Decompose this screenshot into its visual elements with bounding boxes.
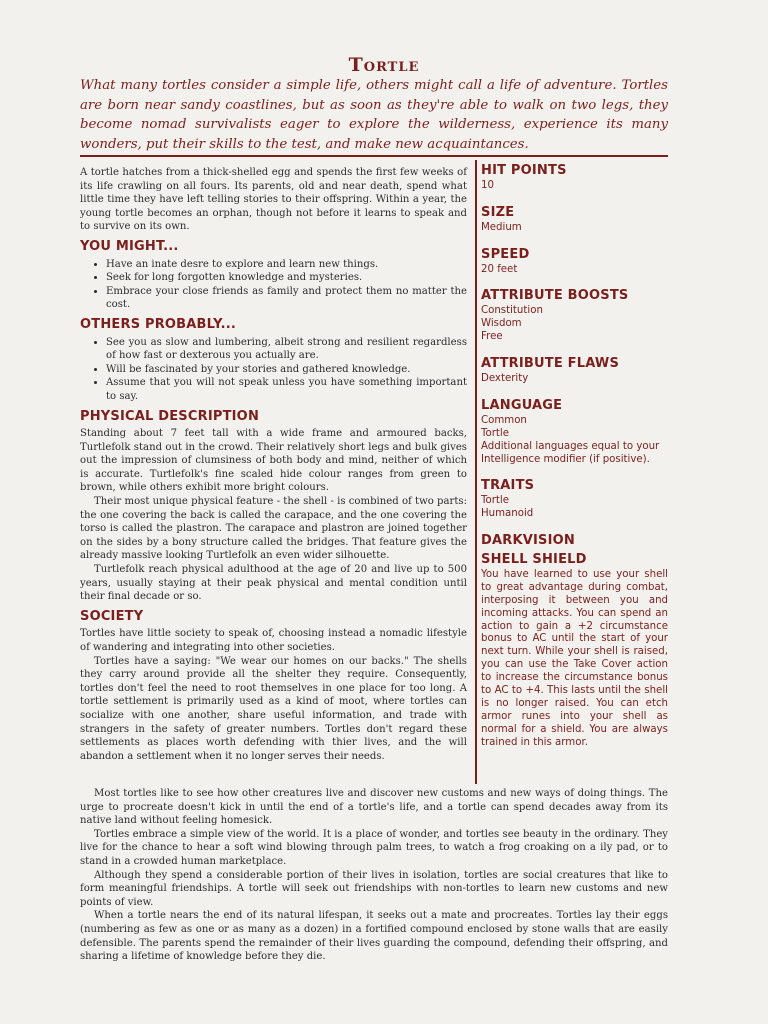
language-value: Common xyxy=(481,414,527,426)
attribute-flaws-block xyxy=(481,358,668,386)
header-divider xyxy=(80,155,668,157)
list-item: • Have an inate desre to explore and learn new things. xyxy=(106,258,467,272)
hit-points-value: 10 xyxy=(481,179,494,191)
hit-points-block xyxy=(481,165,668,193)
attribute-boosts-block xyxy=(481,290,668,344)
speed-block xyxy=(481,246,668,277)
physical-paragraph: Their most unique physical feature - the shell - is combined of two parts: the one covering the back is called the carapace, and the one covering the torso is called the plastron. The carapace and plastron are joined together on the sides by a bony structure called the bridges. That feature gives the already massive looking Turtlefolk an even wider silhouette. xyxy=(80,496,467,562)
trait-value: Tortle xyxy=(481,495,510,507)
body-paragraph: Most tortles like to see how other creatures live and discover new customs and new ways of doing things. The urge to procreate doesn't kick in until the end of a tortle's life, and a tortle can spend decades away from its native land without feeling homesick. xyxy=(80,788,668,827)
others-probably-heading: OTHERS PROBABLY... xyxy=(80,316,236,332)
abilities-block xyxy=(481,535,668,750)
main-column xyxy=(80,166,467,763)
size-block xyxy=(481,204,668,235)
traits-heading: TRAITS xyxy=(481,478,535,494)
list-item: • Assume that you will not speak unless you have something important to say. xyxy=(106,376,467,403)
trait-value: Humanoid xyxy=(481,508,534,520)
language-value: Additional languages equal to your Intelligence modifier (if positive). xyxy=(481,440,660,465)
hit-points-heading: HIT POINTS xyxy=(481,163,567,178)
body-paragraph: Tortles embrace a simple view of the world. It is a place of wonder, and tortles see beauty in the ordinary. They live for the chance to hear a soft wind blowing through palm trees, to watch a frog croaking on a ily pad, or to stand in a crowded human marketplace. xyxy=(80,828,668,867)
full-width-text xyxy=(80,787,668,964)
flaw-value: Dexterity xyxy=(481,372,529,384)
list-item: • Will be fascinated by your stories and gathered knowledge. xyxy=(106,363,467,377)
language-heading: LANGUAGE xyxy=(481,397,563,413)
society-paragraph: Tortles have little society to speak of, choosing instead a nomadic lifestyle of wandering and integrating into other societies. xyxy=(80,628,467,653)
body-paragraph: Although they spend a considerable portion of their lives in isolation, tortles are social creatures that like to form meaningful friendships. A tortle will seek out friendships with non-tortles to learn new customs and new points of view. xyxy=(80,869,668,908)
intro-text: What many tortles consider a simple life, others might call a life of adventure. Tortles are born near sandy coastlines, but as soon as they're able to walk on two legs, they become nomad survivalists eager to explore the wilderness, experience its many wonders, put their skills to the test, and make new acquaintances. xyxy=(80,78,668,152)
body-paragraph: When a tortle nears the end of its natural lifespan, it seeks out a mate and procreates. Tortles lay their eggs (numbering as few as one or as many as a dozen) in a fortified compound enclosed by stone walls that are easily defensible. The parents spend the remainder of their lives guarding the compound, defending their offspring, and sharing a lifetime of knowledge before they die. xyxy=(80,910,668,963)
column-divider xyxy=(475,160,477,784)
page-title: Tortle xyxy=(348,54,420,76)
shell-shield-text: You have learned to use your shell to great advantage during combat, interposing it between you and incoming attacks. You can spend an action to gain a +2 circumstance bonus to AC until the start of your next turn. While your shell is raised, you can use the Take Cover action to increase the circumstance bonus to AC to +4. This lasts until the shell is no longer raised. You can etch armor runes into your shell as normal for a shield. You are always trained in this armor. xyxy=(481,568,668,748)
list-item: • See you as slow and lumbering, albeit strong and resilient regardless of how fast or dexterous you actually are. xyxy=(106,336,467,363)
physical-paragraph: Turtlefolk reach physical adulthood at the age of 20 and live up to 500 years, usually staying at their peak physical and mental condition until their final decade or so. xyxy=(80,564,467,603)
attribute-boosts-heading: ATTRIBUTE BOOSTS xyxy=(481,288,629,304)
size-value: Medium xyxy=(481,221,522,233)
stat-sidebar xyxy=(481,165,668,750)
speed-heading: SPEED xyxy=(481,246,530,262)
list-item: • Seek for long forgotten knowledge and mysteries. xyxy=(106,271,467,285)
traits-block xyxy=(481,480,668,521)
language-value: Tortle xyxy=(481,427,510,439)
language-block xyxy=(481,397,668,467)
physical-paragraph: Standing about 7 feet tall with a wide frame and armoured backs, Turtlefolk stand out in the crowd. Their relatively short legs and bulk gives out the impression of clumsiness of both body and mind, neither of which is accurate. Turtlefolk's fine scaled hide colour ranges from green to brown, while others exhibit more bright colours. xyxy=(80,428,467,494)
darkvision-heading: DARKVISION xyxy=(481,533,575,549)
boost-value: Free xyxy=(481,331,503,343)
shell-shield-heading: SHELL SHIELD xyxy=(481,552,587,568)
you-might-list xyxy=(80,258,467,312)
society-heading: SOCIETY xyxy=(80,608,144,624)
you-might-heading: YOU MIGHT... xyxy=(80,238,179,254)
boost-value: Constitution xyxy=(481,305,543,317)
list-item: • Embrace your close friends as family and protect them no matter the cost. xyxy=(106,285,467,312)
size-heading: SIZE xyxy=(481,204,515,220)
hatch-paragraph: A tortle hatches from a thick-shelled egg and spends the first few weeks of its life crawling on all fours. Its parents, old and near death, spend what little time they have left telling stories to their offspring. Within a year, the young tortle becomes an orphan, though not before it learns to speak and to survive on its own. xyxy=(80,167,467,233)
society-paragraph: Tortles have a saying: "We wear our homes on our backs." The shells they carry around provide all the shelter they require. Consequently, tortles don't feel the need to root themselves in one place for too long. A tortle settlement is primarily used as a kind of moot, where tortles can socialize with one another, share useful information, and trade with strangers in the safety of greater numbers. Tortles don't regard these settlements as places worth defending with thier lives, and the will abandon a settlement when it no longer serves their needs. xyxy=(80,655,467,762)
boost-value: Wisdom xyxy=(481,318,522,330)
physical-description-heading: PHYSICAL DESCRIPTION xyxy=(80,408,260,424)
attribute-flaws-heading: ATTRIBUTE FLAWS xyxy=(481,356,620,372)
others-probably-list xyxy=(80,336,467,404)
speed-value: 20 feet xyxy=(481,263,518,275)
